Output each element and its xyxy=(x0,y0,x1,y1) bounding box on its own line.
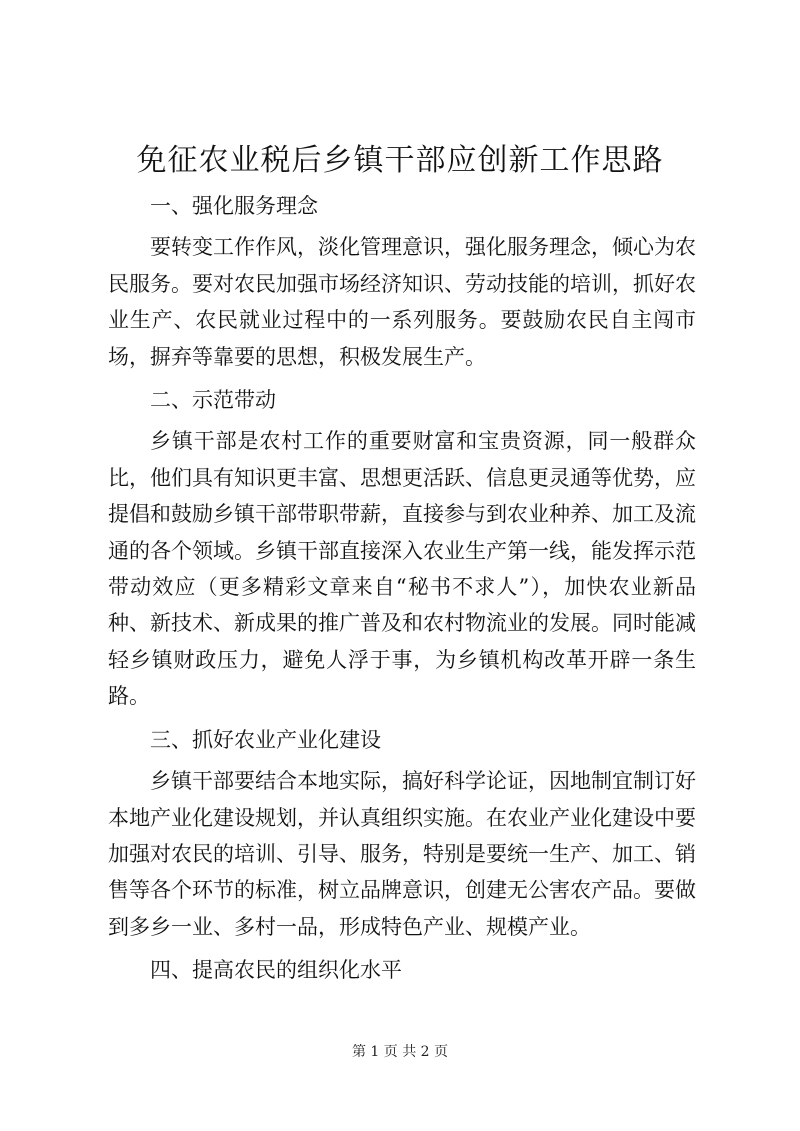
section-paragraph: 乡镇干部是农村工作的重要财富和宝贵资源，同一般群众比，他们具有知识更丰富、思想更活跃、信息更灵通等优势，应提倡和鼓励乡镇干部带职带薪，直接参与到农业种养、加工及流通的各个领域。乡镇干部直接深入农业生产第一线，能发挥示范带动效应（更多精彩文章来自“秘书不求人”），加快农业新品种、新技术、新成果的推广普及和农村物流业的发展。同时能减轻乡镇财政压力，避免人浮于事，为乡镇机构改革开辟一条生路。 xyxy=(108,429,696,709)
section-heading: 四、提高农民的组织化水平 xyxy=(150,958,402,983)
document-title: 免征农业税后乡镇干部应创新工作思路 xyxy=(136,143,664,178)
document-body xyxy=(108,188,696,994)
section-heading: 三、抓好农业产业化建设 xyxy=(150,727,381,752)
page-number: 第 1 页 共 2 页 xyxy=(351,1044,449,1060)
section-heading: 一、强化服务理念 xyxy=(150,194,318,218)
section-heading: 二、示范带动 xyxy=(150,388,276,413)
section-paragraph: 乡镇干部要结合本地实际，搞好科学论证，因地制宜制订好本地产业化建设规划，并认真组织实施。在农业产业化建设中要加强对农民的培训、引导、服务，特别是要统一生产、加工、销售等各个环节的标准，树立品牌意识，创建无公害农产品。要做到多乡一业、多村一品，形成特色产业、规模产业。 xyxy=(108,769,696,939)
section-paragraph: 要转变工作作风，淡化管理意识，强化服务理念，倾心为农民服务。要对农民加强市场经济知识、劳动技能的培训，抓好农业生产、农民就业过程中的一系列服务。要鼓励农民自主闯市场，摒弃等靠要的思想，积极发展生产。 xyxy=(108,235,696,369)
